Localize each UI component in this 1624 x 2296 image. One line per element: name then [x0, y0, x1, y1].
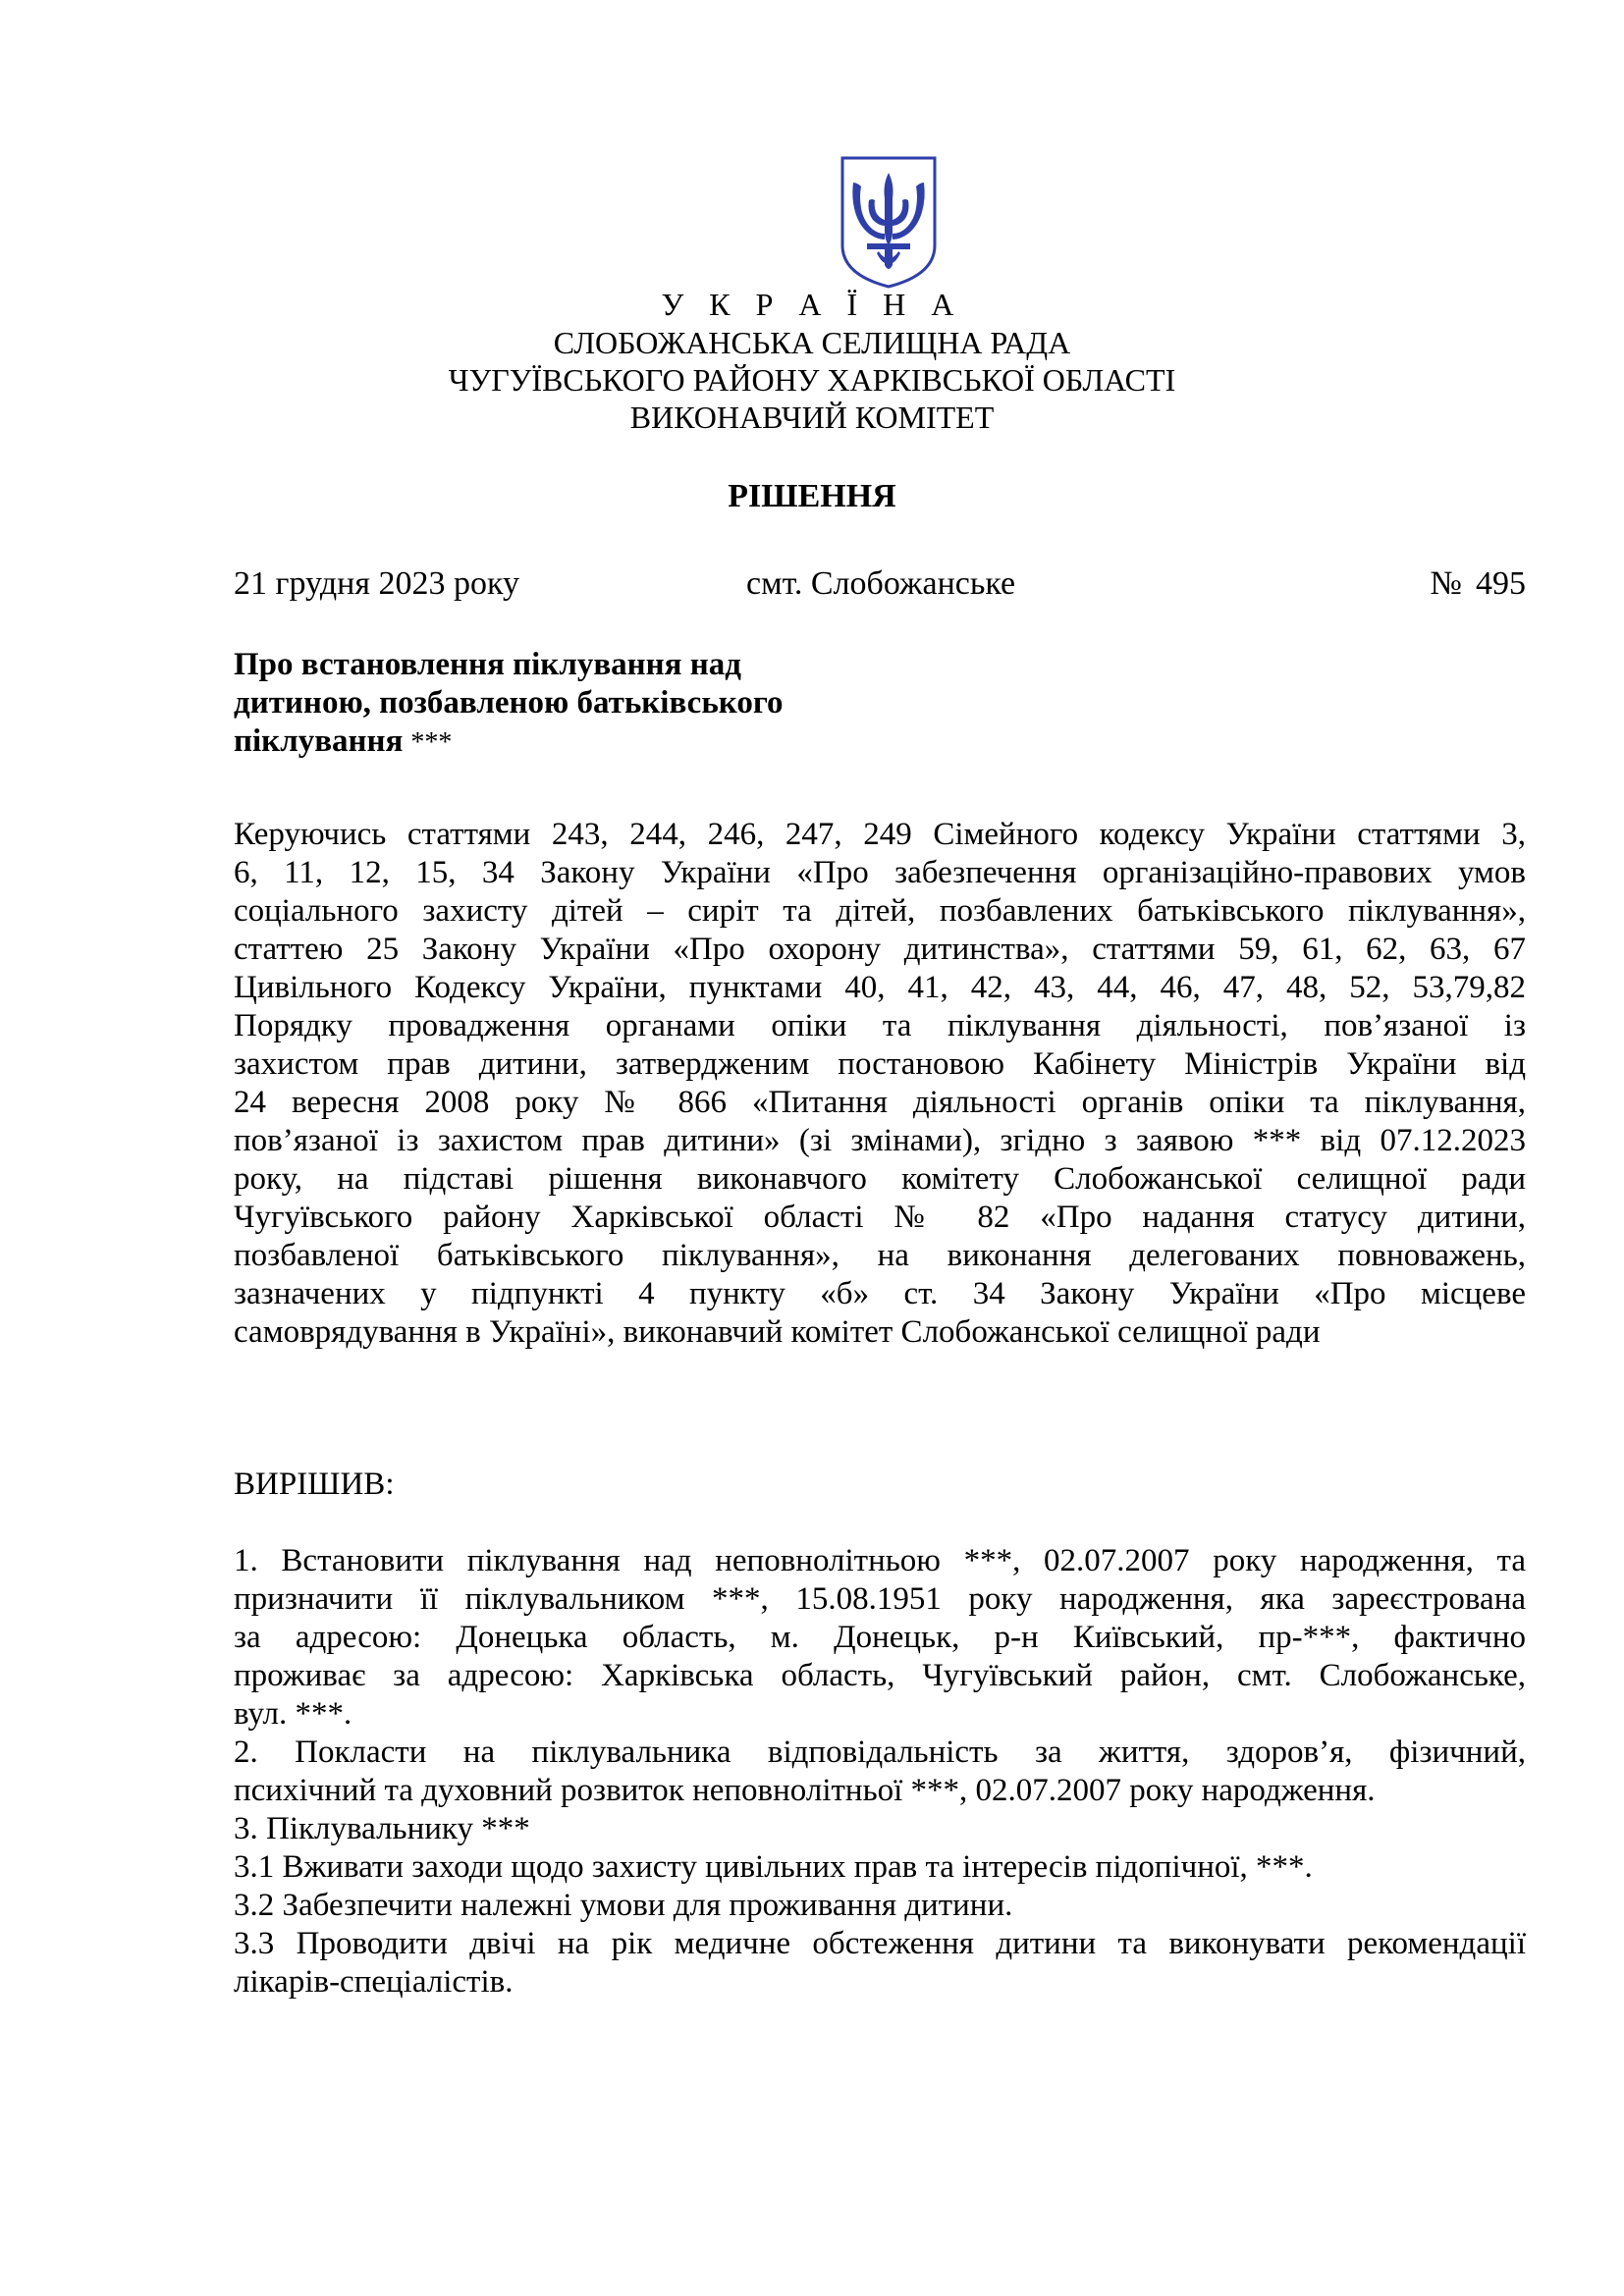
- decision-line: за адресою: Донецька область, м. Донецьк, р-н Київський, пр-***, фактично: [234, 1620, 1526, 1655]
- preamble-line: захистом прав дитини, затвердженим постановою Кабінету Міністрів України від: [234, 1046, 1526, 1082]
- decision-line: 3. Піклувальнику ***: [234, 1811, 530, 1846]
- document-meta: [0, 563, 1624, 605]
- decision-line: 3.3 Проводити двічі на рік медичне обстеження дитини та виконувати рекомендації: [234, 1926, 1526, 1961]
- coat-of-arms-of-ukraine-icon: [839, 155, 938, 290]
- header-country: У К Р А Ї Н А: [661, 287, 963, 322]
- document-date: 21 грудня 2023 року: [234, 565, 520, 602]
- preamble-line: Чугуївського району Харківської області № 82 «Про надання статусу дитини,: [234, 1200, 1526, 1235]
- subject-line: дитиною, позбавленою батьківського: [234, 685, 784, 721]
- preamble-line: Керуючись статтями 243, 244, 246, 247, 249 Сімейного кодексу України статтями 3,: [234, 817, 1526, 852]
- preamble-line: позбавленої батьківського піклування», на виконання делегованих повноважень,: [234, 1238, 1526, 1273]
- preamble-line: самоврядування в Україні», виконавчий комітет Слобожанської селищної ради: [234, 1314, 1321, 1350]
- preamble-line: 6, 11, 12, 15, 34 Закону України «Про забезпечення організаційно-правових умов: [234, 855, 1526, 890]
- decision-line: психічний та духовний розвиток неповнолітньої ***, 02.07.2007 року народження.: [234, 1773, 1376, 1808]
- number-sign: №: [1430, 565, 1462, 602]
- subject-line: Про встановлення піклування над: [234, 647, 741, 682]
- document-number: [1431, 563, 1526, 605]
- preamble-paragraph: [234, 816, 1526, 1352]
- decision-line: 3.2 Забезпечити належні умови для проживання дитини.: [234, 1888, 1013, 1923]
- preamble-line: соціального захисту дітей – сиріт та дітей, позбавлених батьківського піклування»,: [234, 893, 1526, 929]
- preamble-line: Цивільного Кодексу України, пунктами 40, 41, 42, 43, 44, 46, 47, 48, 52, 53,79,82: [234, 970, 1526, 1005]
- number-value: 495: [1476, 565, 1526, 602]
- redacted-mark: ***: [410, 727, 453, 758]
- document-title: РІШЕННЯ: [728, 478, 896, 514]
- preamble-line: Порядку провадження органами опіки та піклування діяльності, пов’язаної із: [234, 1008, 1526, 1043]
- document-place: смт. Слобожанське: [746, 565, 1016, 602]
- decision-line: проживає за адресою: Харківська область, Чугуївський район, смт. Слобожанське,: [234, 1658, 1526, 1693]
- decision-line: вул. ***.: [234, 1696, 352, 1732]
- subject-line: [234, 722, 921, 762]
- header-committee: ВИКОНАВЧИЙ КОМІТЕТ: [629, 400, 995, 435]
- header-council: СЛОБОЖАНСЬКА СЕЛИЩНА РАДА: [553, 325, 1071, 360]
- preamble-line: статтею 25 Закону України «Про охорону дитинства», статтями 59, 61, 62, 63, 67: [234, 932, 1526, 967]
- decided-heading: ВИРІШИВ:: [234, 1467, 395, 1502]
- decision-line: лікарів-спеціалістів.: [234, 1964, 514, 2000]
- decision-line: призначити її піклувальником ***, 15.08.1951 року народження, яка зареєстрована: [234, 1581, 1526, 1617]
- decision-section: [234, 1542, 1526, 2002]
- subject-line-text: піклування: [234, 723, 404, 759]
- decision-line: 2. Покласти на піклувальника відповідальність за життя, здоров’я, фізичний,: [234, 1735, 1526, 1770]
- preamble-line: 24 вересня 2008 року № 866 «Питання діяльності органів опіки та піклування,: [234, 1085, 1526, 1120]
- header-district: ЧУГУЇВСЬКОГО РАЙОНУ ХАРКІВСЬКОЇ ОБЛАСТІ: [448, 362, 1176, 398]
- document-subject: [234, 646, 921, 762]
- preamble-line: року, на підставі рішення виконавчого комітету Слобожанської селищної ради: [234, 1161, 1526, 1197]
- decision-line: 1. Встановити піклування над неповнолітньою ***, 02.07.2007 року народження, та: [234, 1543, 1526, 1578]
- preamble-line: зазначених у підпункті 4 пункту «б» ст. 34 Закону України «Про місцеве: [234, 1276, 1526, 1311]
- decision-line: 3.1 Вживати заходи щодо захисту цивільних прав та інтересів підопічної, ***.: [234, 1849, 1313, 1885]
- preamble-line: пов’язаної із захистом прав дитини» (зі змінами), згідно з заявою *** від 07.12.2023: [234, 1123, 1526, 1158]
